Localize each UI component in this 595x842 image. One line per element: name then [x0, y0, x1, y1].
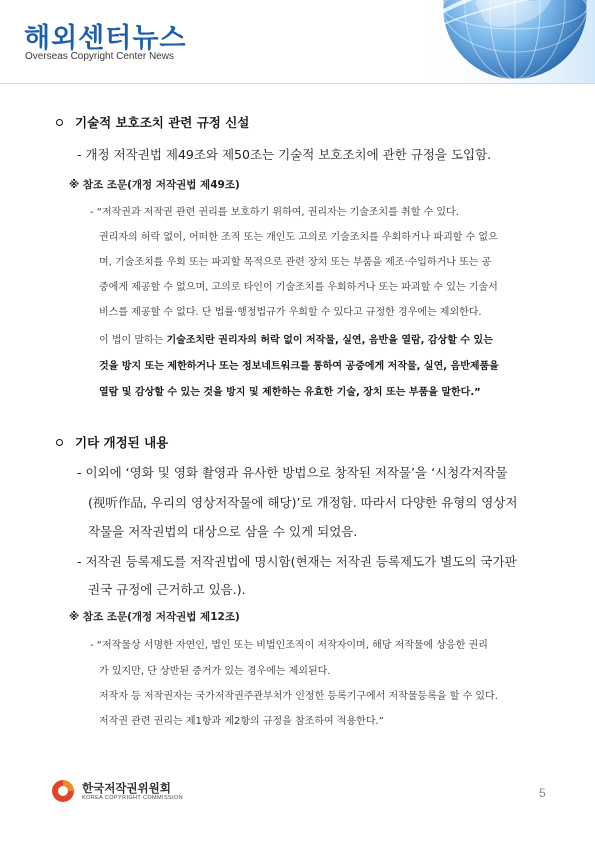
circle-bullet-icon — [56, 119, 63, 126]
quote-line: 저작자 등 저작권자는 국가저작권주관부처가 인정한 등록기구에서 저작물등록을 할 수 있다. — [99, 691, 498, 702]
section2-item1-line: 작물을 저작권법의 대상으로 삼을 수 있게 되었음. — [88, 524, 358, 539]
section-title-tech-protection — [56, 113, 249, 131]
section2-item2-line: - 저작권 등록제도를 저작권법에 명시함(현재는 저작권 등록제도가 별도의 국가판 — [77, 554, 517, 569]
section1-item: - 개정 저작권법 제49조와 제50조는 기술적 보호조치에 관한 규정을 도입함. — [77, 147, 492, 162]
page-number: 5 — [539, 786, 546, 800]
section-title-text: 기타 개정된 내용 — [75, 435, 169, 450]
section-title-text: 기술적 보호조치 관련 규정 신설 — [75, 115, 250, 130]
footer-logo — [49, 778, 183, 804]
footer-org-english: KOREA COPYRIGHT COMMISSION — [82, 794, 184, 801]
section1-note: ※ 참조 조문(개정 저작권법 제49조) — [69, 179, 240, 191]
globe-graphic — [405, 0, 595, 84]
quote-line: - “저작권과 저작권 관련 권리를 보호하기 위하여, 권리자는 기술조치를 취할 수 있다. — [90, 207, 459, 218]
quote-bold-text: 기술조치란 권리자의 허락 없이 저작물, 실연, 음반을 열람, 감상할 수 있는 — [166, 335, 493, 346]
quote-line: - “저작물상 서명한 자연인, 법인 또는 비법인조직이 저작자이며, 해당 저작물에 상응한 권리 — [90, 640, 488, 651]
quote-line: 며, 기술조치를 우회 또는 파괴할 목적으로 관련 장치 또는 부품을 제조·수입하거나 또는 공 — [99, 257, 492, 268]
header-divider — [0, 83, 595, 84]
quote-plain-text: 이 법이 말하는 — [99, 335, 167, 346]
quote-line: 중에게 제공할 수 없으며, 고의로 타인이 기술조치를 우회하거나 또는 파괴할 수 있는 기술서 — [99, 282, 498, 293]
quote-bold-line: 것을 방지 또는 제한하거나 또는 정보네트워크를 통하여 공중에게 저작물, 실연, 음반제품을 — [99, 361, 499, 372]
header-title: 해외센터뉴스 — [24, 23, 187, 54]
section2-item1-line: (视听作品, 우리의 영상저작물에 해당)’로 개정함. 따라서 다양한 유형의 영상저 — [88, 495, 518, 510]
footer-org-name: 한국저작권위원회 — [82, 780, 171, 795]
section-title-other-amendments — [56, 433, 168, 451]
quote-bold-line: 열람 및 감상할 수 있는 것을 방지 및 제한하는 유효한 기술, 장치 또는 부품을 말한다.” — [99, 387, 481, 398]
quote-line-mixed — [99, 331, 493, 346]
section2-item1-line: - 이외에 ‘영화 및 영화 촬영과 유사한 방법으로 창작된 저작물’을 ‘시청각저작물 — [77, 465, 508, 480]
section2-note: ※ 참조 조문(개정 저작권법 제12조) — [69, 611, 240, 623]
copyright-commission-logo-icon — [49, 778, 77, 804]
quote-line: 권리자의 허락 없이, 어떠한 조직 또는 개인도 고의로 기술조치를 우회하거나 파괴할 수 없으 — [99, 232, 498, 243]
quote-line: 저작권 관련 권리는 제1항과 제2항의 규정을 참조하여 적용한다.” — [99, 716, 384, 727]
circle-bullet-icon — [56, 439, 63, 446]
section2-item2-line: 권국 규정에 근거하고 있음.). — [88, 582, 246, 597]
page-header — [0, 0, 595, 84]
quote-line: 비스를 제공할 수 없다. 단 법률·행정법규가 우회할 수 있다고 규정한 경우에는 제외한다. — [99, 307, 482, 318]
quote-line: 가 있지만, 단 상반된 증거가 있는 경우에는 제외된다. — [99, 666, 331, 677]
header-subtitle: Overseas Copyright Center News — [25, 51, 174, 62]
